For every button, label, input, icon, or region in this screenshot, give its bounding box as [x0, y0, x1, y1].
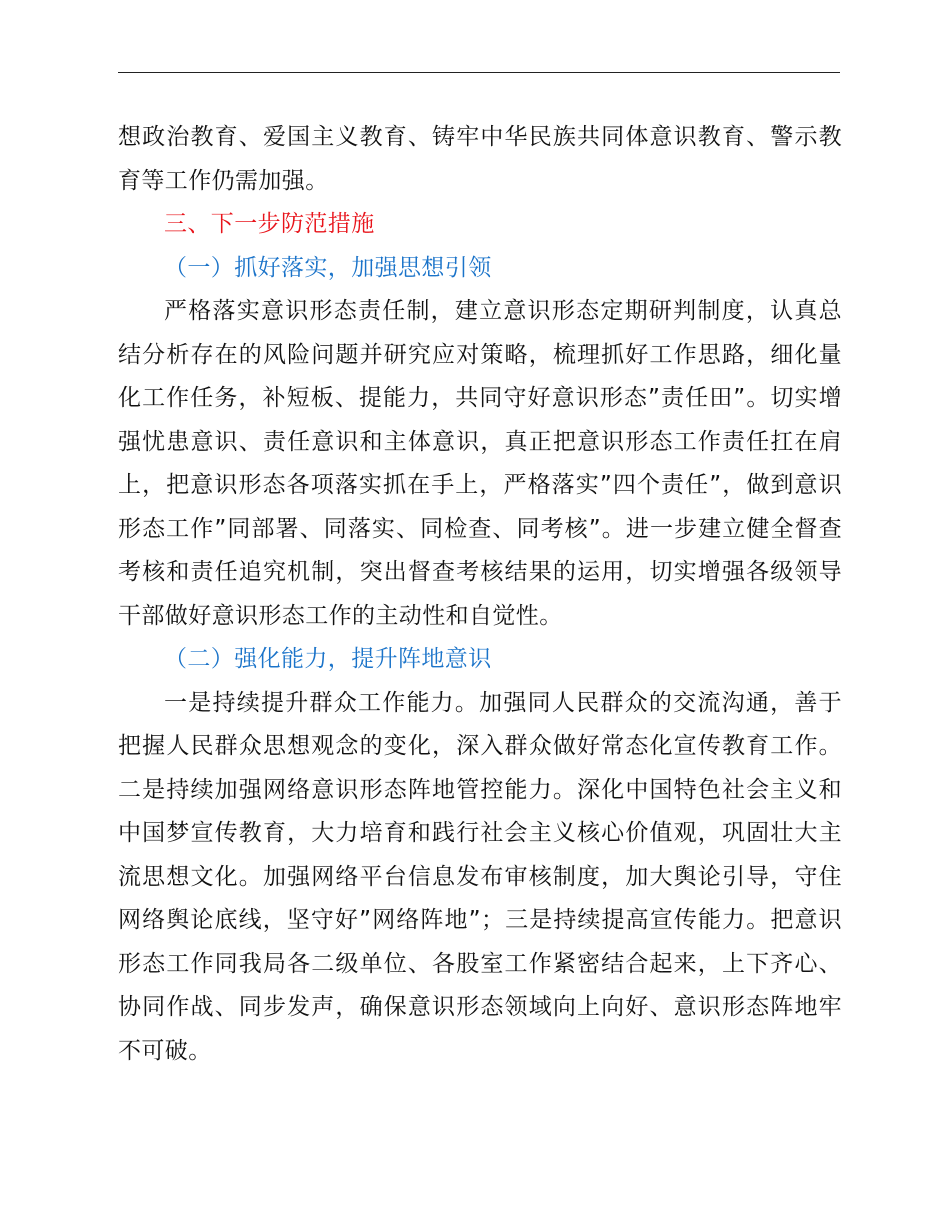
section-three-heading: 三、下一步防范措施 — [164, 211, 375, 237]
continuation-paragraph: 想政治教育、爱国主义教育、铸牢中华民族共同体意识教育、警示教育等工作仍需加强。 — [118, 124, 842, 194]
header-rule — [118, 72, 840, 73]
subsection-one-body: 严格落实意识形态责任制，建立意识形态定期研判制度，认真总结分析存在的风险问题并研究应对策略，梳理抓好工作思路，细化量化工作任务，补短板、提能力，共同守好意识形态”责任田”。切实增强忧患意识、责任意识和主体意识，真正把意识形态工作责任扛在肩上，把意识形态各项落实抓在手上，严格落实”四个责任”，做到意识形态工作”同部署、同落实、同检查、同考核”。进一步建立健全督查考核和责任追究机制，突出督查考核结果的运用，切实增强各级领导干部做好意识形态工作的主动性和自觉性。 — [118, 298, 842, 629]
subsection-two-heading: （二）强化能力，提升阵地意识 — [164, 646, 492, 672]
subsection-one-heading: （一）抓好落实，加强思想引领 — [164, 254, 492, 281]
document-body — [118, 116, 842, 1073]
subsection-two-body: 一是持续提升群众工作能力。加强同人民群众的交流沟通，善于把握人民群众思想观念的变化，深入群众做好常态化宣传教育工作。二是持续加强网络意识形态阵地管控能力。深化中国特色社会主义和中国梦宣传教育，大力培育和践行社会主义核心价值观，巩固壮大主流思想文化。加强网络平台信息发布审核制度，加大舆论引导，守住网络舆论底线，坚守好”网络阵地”；三是持续提高宣传能力。把意识形态工作同我局各二级单位、各股室工作紧密结合起来，上下齐心、协同作战、同步发声，确保意识形态领域向上向好、意识形态阵地牢不可破。 — [118, 689, 842, 1064]
